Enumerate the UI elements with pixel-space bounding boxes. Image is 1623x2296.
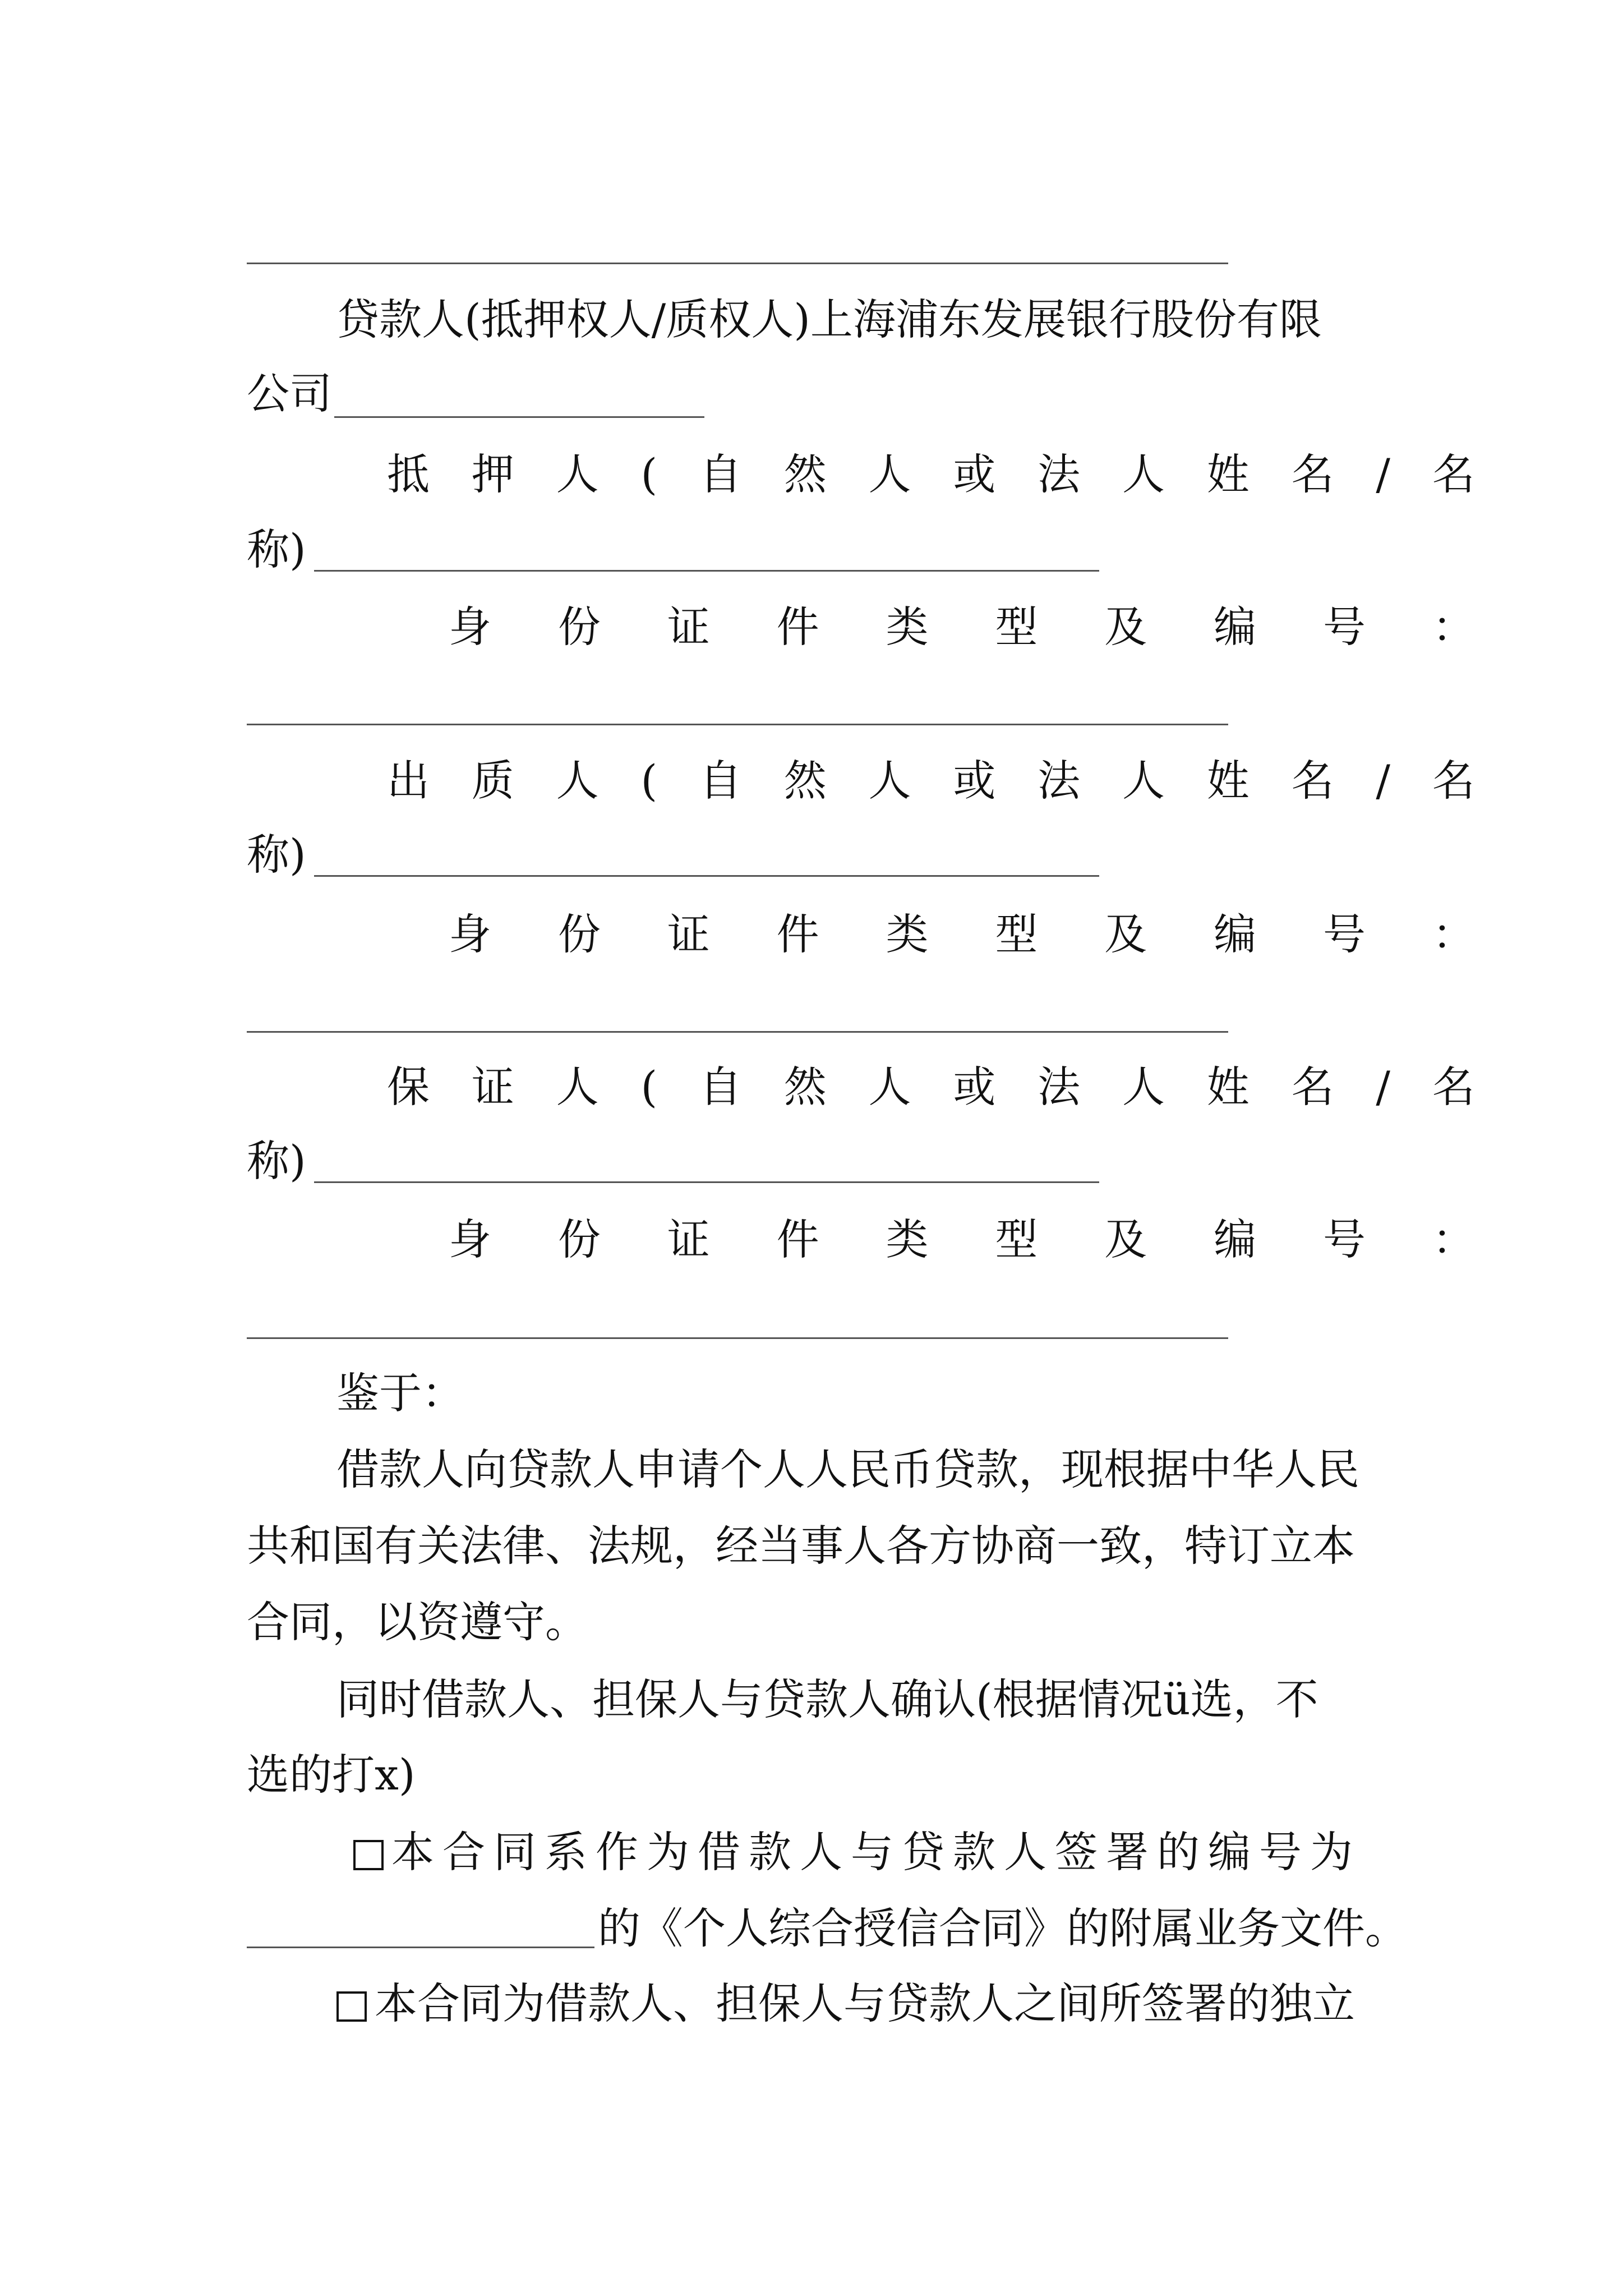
- pledgor-id-char: 及: [1104, 909, 1147, 959]
- whereas-p1-line-2: 共和国有关法律、法规，经当事人各方协商一致，特订立本: [247, 1521, 1355, 1571]
- guarantor-id-char: 份: [557, 1214, 601, 1264]
- pledgor-label-char: 人: [868, 756, 911, 806]
- mortgagor-label-line: [387, 447, 1475, 503]
- guarantor-id-char: 号: [1323, 1214, 1366, 1264]
- mortgagor-id-char: 及: [1104, 602, 1147, 652]
- mortgagor-label-end: 称): [247, 524, 306, 574]
- lender-line-2: 公司: [247, 369, 332, 418]
- guarantor-label-char: 证: [471, 1062, 514, 1112]
- guarantor-label-char: 姓: [1206, 1062, 1249, 1112]
- whereas-p1-line-1: 借款人向贷款人申请个人人民币贷款，现根据中华人民: [336, 1444, 1359, 1494]
- pledgor-label-char: 法: [1038, 756, 1081, 806]
- option-1-contract-no-blank[interactable]: [247, 1947, 594, 1948]
- pledgor-label-char: 名: [1432, 756, 1475, 806]
- pledgor-id-blank[interactable]: [247, 1031, 1228, 1033]
- mortgagor-id-char: 身: [449, 602, 491, 652]
- guarantor-label-char: 名: [1291, 1062, 1334, 1112]
- mortgagor-label-char: 名: [1432, 449, 1475, 499]
- pledgor-id-char: 件: [776, 909, 819, 959]
- pledgor-label-char: 名: [1291, 756, 1334, 806]
- guarantor-label-char: 人: [868, 1062, 911, 1112]
- mortgagor-label-char: 人: [1122, 449, 1165, 499]
- guarantor-id-char: 证: [667, 1214, 710, 1264]
- mortgagor-label-char: 法: [1038, 449, 1081, 499]
- pledgor-id-char: ：: [1432, 909, 1475, 959]
- whereas-title: 鉴于：: [336, 1368, 464, 1418]
- pledgor-id-char: 型: [995, 909, 1038, 959]
- mortgagor-id-char: 件: [776, 602, 819, 652]
- guarantor-label-char: 或: [953, 1062, 996, 1112]
- option-2-line-1: [336, 1976, 1355, 2032]
- guarantor-label-char: 自: [699, 1062, 742, 1112]
- mortgagor-label-char: 或: [953, 449, 996, 499]
- mortgagor-label-char: 抵: [387, 449, 430, 499]
- mortgagor-label-char: 名: [1291, 449, 1334, 499]
- pledgor-label-char: 人: [1122, 756, 1165, 806]
- mortgagor-id-char: 证: [667, 602, 710, 652]
- pledgor-label-end: 称): [247, 830, 306, 880]
- whereas-p1-line-3: 合同，以资遵守。: [247, 1597, 588, 1647]
- lender-name-blank[interactable]: [334, 416, 704, 418]
- mortgagor-id-char: 份: [557, 602, 601, 652]
- pledgor-label-char: 出: [387, 756, 430, 806]
- pledgor-id-char: 号: [1323, 909, 1366, 959]
- guarantor-id-char: 件: [776, 1214, 819, 1264]
- guarantor-id-blank[interactable]: [247, 1337, 1228, 1339]
- mortgagor-label-char: 姓: [1206, 449, 1249, 499]
- pledgor-label-char: 然: [783, 756, 827, 806]
- guarantor-id-char: ：: [1432, 1214, 1475, 1264]
- guarantor-id-char: 型: [995, 1214, 1038, 1264]
- guarantor-name-blank[interactable]: [314, 1181, 1099, 1183]
- pledgor-label-char: /: [1376, 756, 1391, 806]
- mortgagor-id-char: 类: [886, 602, 929, 652]
- mortgagor-id-char: 号: [1323, 602, 1366, 652]
- mortgagor-label-char: (: [640, 449, 658, 499]
- guarantor-id-char: 身: [449, 1214, 491, 1264]
- pledgor-label-char: 质: [471, 756, 514, 806]
- guarantor-label-char: 人: [1122, 1062, 1165, 1112]
- pledgor-name-blank[interactable]: [314, 875, 1099, 877]
- pledgor-label-char: 自: [699, 756, 742, 806]
- mortgagor-label-char: 人: [868, 449, 911, 499]
- guarantor-label-char: 法: [1038, 1062, 1081, 1112]
- guarantor-id-line: [449, 1212, 1475, 1268]
- mortgagor-id-blank[interactable]: [247, 724, 1228, 725]
- pledgor-id-char: 份: [557, 909, 601, 959]
- pledgor-label-char: 或: [953, 756, 996, 806]
- whereas-p2-line-1: 同时借款人、担保人与贷款人确认(根据情况ü选，不: [336, 1674, 1318, 1724]
- top-blank-line: [247, 263, 1228, 264]
- mortgagor-id-char: 编: [1214, 602, 1257, 652]
- guarantor-label-char: (: [640, 1062, 658, 1112]
- mortgagor-name-blank[interactable]: [314, 570, 1099, 572]
- whereas-p2-line-2: 选的打x): [247, 1750, 416, 1800]
- option-2-text: 本合同为借款人、担保人与贷款人之间所签署的独立: [375, 1978, 1355, 2028]
- guarantor-id-char: 及: [1104, 1214, 1147, 1264]
- mortgagor-label-char: 人: [556, 449, 599, 499]
- guarantor-id-char: 编: [1214, 1214, 1257, 1264]
- pledgor-label-char: 人: [556, 756, 599, 806]
- guarantor-label-char: /: [1376, 1062, 1391, 1112]
- guarantor-label-char: 保: [387, 1062, 430, 1112]
- option-1-checkbox[interactable]: [353, 1840, 384, 1870]
- mortgagor-label-char: 自: [699, 449, 742, 499]
- guarantor-label-char: 然: [783, 1062, 827, 1112]
- pledgor-label-char: 姓: [1206, 756, 1249, 806]
- mortgagor-label-char: /: [1376, 449, 1391, 499]
- guarantor-id-char: 类: [886, 1214, 929, 1264]
- option-1-line-1: [353, 1824, 1361, 1880]
- pledgor-label-char: (: [640, 756, 658, 806]
- guarantor-label-end: 称): [247, 1136, 306, 1186]
- guarantor-label-char: 名: [1432, 1062, 1475, 1112]
- mortgagor-id-line: [449, 599, 1475, 655]
- option-2-checkbox[interactable]: [336, 1991, 367, 2022]
- pledgor-id-char: 证: [667, 909, 710, 959]
- option-1-line-2: 的《个人综合授信合同》的附属业务文件。: [598, 1903, 1408, 1953]
- pledgor-id-char: 编: [1214, 909, 1257, 959]
- mortgagor-id-char: 型: [995, 602, 1038, 652]
- guarantor-label-line: [387, 1059, 1475, 1115]
- guarantor-label-char: 人: [556, 1062, 599, 1112]
- lender-line-1: 贷款人(抵押权人/质权人)上海浦东发展银行股份有限: [336, 295, 1322, 344]
- mortgagor-label-char: 押: [471, 449, 514, 499]
- pledgor-id-char: 身: [449, 909, 491, 959]
- option-1-text: 本合同系作为借款人与贷款人签署的编号为: [391, 1827, 1361, 1877]
- mortgagor-label-char: 然: [783, 449, 827, 499]
- pledgor-id-line: [449, 907, 1475, 963]
- mortgagor-id-char: ：: [1432, 602, 1475, 652]
- pledgor-label-line: [387, 753, 1475, 809]
- pledgor-id-char: 类: [886, 909, 929, 959]
